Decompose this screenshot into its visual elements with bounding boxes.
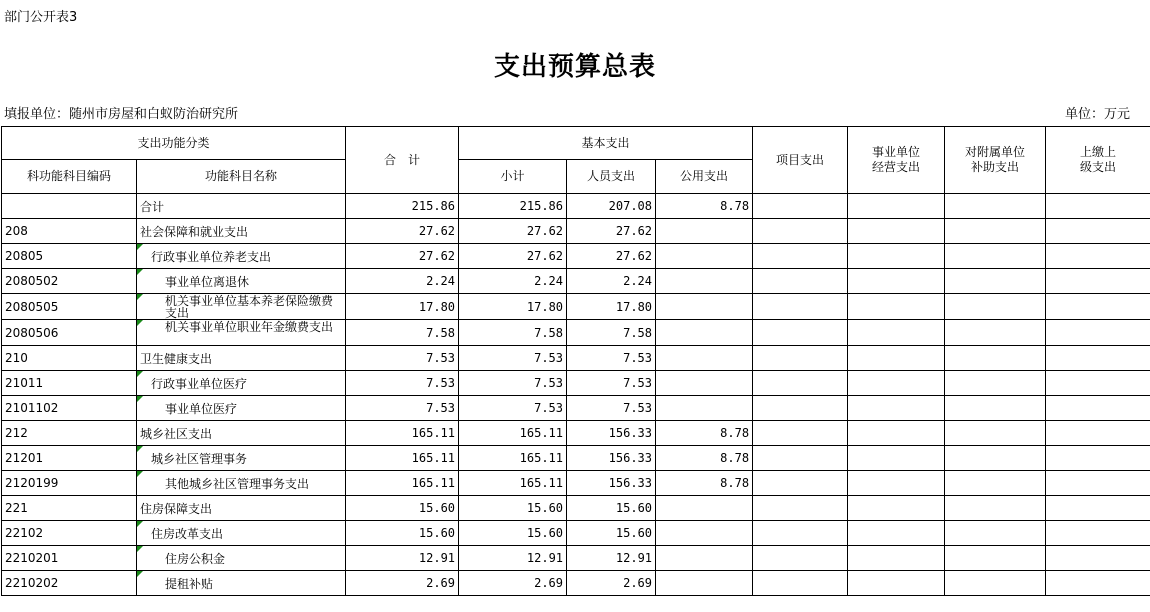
cell-subtotal: 7.53 [459, 346, 567, 371]
cell-code: 21201 [2, 446, 137, 471]
cell-enterprise [848, 496, 945, 521]
cell-code: 2101102 [2, 396, 137, 421]
cell-enterprise [848, 194, 945, 219]
cell-upper [1046, 244, 1150, 269]
cell-personnel: 15.60 [567, 496, 656, 521]
cell-affiliated [945, 219, 1046, 244]
cell-upper [1046, 194, 1150, 219]
cell-personnel: 7.53 [567, 371, 656, 396]
cell-personnel: 27.62 [567, 219, 656, 244]
cell-public [656, 294, 753, 320]
table-row [2, 546, 1150, 571]
table-row [2, 496, 1150, 521]
cell-total: 7.53 [346, 371, 459, 396]
table-row [2, 294, 1150, 320]
cell-total: 215.86 [346, 194, 459, 219]
table-row [2, 471, 1150, 496]
cell-name: 机关事业单位职业年金缴费支出 [137, 320, 346, 346]
cell-enterprise [848, 471, 945, 496]
cell-affiliated [945, 320, 1046, 346]
cell-subtotal: 7.53 [459, 396, 567, 421]
cell-name: 住房改革支出 [137, 521, 346, 546]
table-row [2, 446, 1150, 471]
cell-enterprise [848, 320, 945, 346]
cell-code: 22102 [2, 521, 137, 546]
cell-affiliated [945, 471, 1046, 496]
cell-upper [1046, 521, 1150, 546]
cell-personnel: 156.33 [567, 471, 656, 496]
cell-project [753, 521, 848, 546]
table-row [2, 371, 1150, 396]
header-subtotal: 小计 [459, 160, 567, 194]
cell-code: 2210202 [2, 571, 137, 596]
cell-personnel: 17.80 [567, 294, 656, 320]
cell-code: 2080505 [2, 294, 137, 320]
table-row [2, 194, 1150, 219]
header-code: 科功能科目编码 [2, 160, 137, 194]
cell-public [656, 496, 753, 521]
cell-public [656, 346, 753, 371]
cell-total: 7.53 [346, 346, 459, 371]
cell-personnel: 2.24 [567, 269, 656, 294]
cell-enterprise [848, 244, 945, 269]
cell-code: 210 [2, 346, 137, 371]
cell-personnel: 207.08 [567, 194, 656, 219]
cell-subtotal: 27.62 [459, 219, 567, 244]
header-upper: 上缴上 级支出 [1046, 127, 1150, 194]
header-enterprise: 事业单位 经营支出 [848, 127, 945, 194]
cell-name: 行政事业单位养老支出 [137, 244, 346, 269]
cell-enterprise [848, 371, 945, 396]
cell-total: 165.11 [346, 421, 459, 446]
cell-personnel: 7.53 [567, 396, 656, 421]
cell-name: 城乡社区管理事务 [137, 446, 346, 471]
cell-name: 事业单位医疗 [137, 396, 346, 421]
cell-personnel: 7.58 [567, 320, 656, 346]
cell-personnel: 15.60 [567, 521, 656, 546]
cell-upper [1046, 294, 1150, 320]
cell-subtotal: 12.91 [459, 546, 567, 571]
cell-upper [1046, 219, 1150, 244]
cell-total: 17.80 [346, 294, 459, 320]
cell-upper [1046, 496, 1150, 521]
cell-project [753, 244, 848, 269]
cell-enterprise [848, 294, 945, 320]
cell-total: 2.24 [346, 269, 459, 294]
cell-subtotal: 15.60 [459, 496, 567, 521]
cell-total: 7.53 [346, 396, 459, 421]
cell-name: 行政事业单位医疗 [137, 371, 346, 396]
cell-upper [1046, 320, 1150, 346]
currency-unit: 单位：万元 [1064, 107, 1130, 122]
cell-personnel: 156.33 [567, 421, 656, 446]
cell-name: 社会保障和就业支出 [137, 219, 346, 244]
cell-name: 其他城乡社区管理事务支出 [137, 471, 346, 496]
cell-affiliated [945, 194, 1046, 219]
cell-upper [1046, 471, 1150, 496]
cell-name: 住房保障支出 [137, 496, 346, 521]
cell-public [656, 269, 753, 294]
cell-project [753, 446, 848, 471]
header-public: 公用支出 [656, 160, 753, 194]
table-row [2, 320, 1150, 346]
cell-code: 221 [2, 496, 137, 521]
cell-total: 12.91 [346, 546, 459, 571]
header-project: 项目支出 [753, 127, 848, 194]
cell-code: 21011 [2, 371, 137, 396]
cell-total: 15.60 [346, 521, 459, 546]
cell-subtotal: 2.69 [459, 571, 567, 596]
cell-affiliated [945, 421, 1046, 446]
cell-subtotal: 215.86 [459, 194, 567, 219]
cell-code: 2080506 [2, 320, 137, 346]
cell-enterprise [848, 346, 945, 371]
cell-affiliated [945, 244, 1046, 269]
cell-affiliated [945, 571, 1046, 596]
cell-upper [1046, 346, 1150, 371]
cell-public: 8.78 [656, 446, 753, 471]
table-row [2, 421, 1150, 446]
table-row [2, 571, 1150, 596]
cell-project [753, 320, 848, 346]
cell-total: 2.69 [346, 571, 459, 596]
cell-code: 2210201 [2, 546, 137, 571]
cell-project [753, 571, 848, 596]
header-basic: 基本支出 [459, 127, 753, 160]
cell-total: 27.62 [346, 219, 459, 244]
cell-personnel: 156.33 [567, 446, 656, 471]
cell-public [656, 371, 753, 396]
cell-code: 2120199 [2, 471, 137, 496]
cell-affiliated [945, 346, 1046, 371]
header-affiliated: 对附属单位 补助支出 [945, 127, 1046, 194]
cell-affiliated [945, 294, 1046, 320]
cell-public [656, 396, 753, 421]
header-func-class: 支出功能分类 [2, 127, 346, 160]
cell-project [753, 346, 848, 371]
cell-name: 机关事业单位基本养老保险缴费支出 [137, 294, 346, 320]
cell-code: 20805 [2, 244, 137, 269]
cell-enterprise [848, 219, 945, 244]
cell-personnel: 7.53 [567, 346, 656, 371]
cell-code: 212 [2, 421, 137, 446]
cell-affiliated [945, 446, 1046, 471]
cell-affiliated [945, 396, 1046, 421]
cell-name: 事业单位离退休 [137, 269, 346, 294]
cell-code: 208 [2, 219, 137, 244]
cell-enterprise [848, 396, 945, 421]
table-row [2, 396, 1150, 421]
reporting-unit: 填报单位：随州市房屋和白蚁防治研究所 [4, 107, 239, 122]
cell-subtotal: 165.11 [459, 421, 567, 446]
cell-project [753, 194, 848, 219]
cell-enterprise [848, 269, 945, 294]
cell-upper [1046, 446, 1150, 471]
cell-name: 城乡社区支出 [137, 421, 346, 446]
cell-upper [1046, 546, 1150, 571]
cell-code: 2080502 [2, 269, 137, 294]
cell-upper [1046, 571, 1150, 596]
cell-subtotal: 165.11 [459, 471, 567, 496]
page-title: 支出预算总表 [493, 52, 656, 82]
cell-total: 7.58 [346, 320, 459, 346]
header-total: 合 计 [346, 127, 459, 194]
cell-enterprise [848, 521, 945, 546]
cell-public [656, 219, 753, 244]
cell-enterprise [848, 421, 945, 446]
table-row [2, 521, 1150, 546]
cell-upper [1046, 396, 1150, 421]
cell-project [753, 546, 848, 571]
cell-code [2, 194, 137, 219]
table-row [2, 244, 1150, 269]
cell-personnel: 12.91 [567, 546, 656, 571]
cell-subtotal: 15.60 [459, 521, 567, 546]
cell-name: 住房公积金 [137, 546, 346, 571]
cell-project [753, 371, 848, 396]
cell-enterprise [848, 546, 945, 571]
cell-name: 合计 [137, 194, 346, 219]
cell-public: 8.78 [656, 471, 753, 496]
cell-project [753, 396, 848, 421]
cell-project [753, 496, 848, 521]
cell-name: 提租补贴 [137, 571, 346, 596]
header-name: 功能科目名称 [137, 160, 346, 194]
cell-public [656, 320, 753, 346]
cell-project [753, 421, 848, 446]
cell-affiliated [945, 371, 1046, 396]
cell-upper [1046, 269, 1150, 294]
cell-subtotal: 165.11 [459, 446, 567, 471]
cell-enterprise [848, 571, 945, 596]
cell-public: 8.78 [656, 421, 753, 446]
cell-project [753, 219, 848, 244]
cell-public [656, 546, 753, 571]
cell-project [753, 294, 848, 320]
cell-public: 8.78 [656, 194, 753, 219]
cell-total: 165.11 [346, 446, 459, 471]
cell-personnel: 2.69 [567, 571, 656, 596]
cell-total: 27.62 [346, 244, 459, 269]
cell-upper [1046, 371, 1150, 396]
cell-project [753, 269, 848, 294]
table-row [2, 269, 1150, 294]
table-row [2, 346, 1150, 371]
cell-affiliated [945, 496, 1046, 521]
cell-affiliated [945, 521, 1046, 546]
cell-public [656, 244, 753, 269]
cell-name: 卫生健康支出 [137, 346, 346, 371]
cell-public [656, 521, 753, 546]
cell-total: 15.60 [346, 496, 459, 521]
cell-subtotal: 7.58 [459, 320, 567, 346]
cell-upper [1046, 421, 1150, 446]
cell-public [656, 571, 753, 596]
cell-subtotal: 7.53 [459, 371, 567, 396]
cell-affiliated [945, 546, 1046, 571]
budget-table [1, 126, 1150, 596]
cell-personnel: 27.62 [567, 244, 656, 269]
cell-subtotal: 2.24 [459, 269, 567, 294]
cell-subtotal: 27.62 [459, 244, 567, 269]
header-personnel: 人员支出 [567, 160, 656, 194]
table-row [2, 219, 1150, 244]
cell-enterprise [848, 446, 945, 471]
cell-project [753, 471, 848, 496]
cell-affiliated [945, 269, 1046, 294]
table-number-label: 部门公开表3 [4, 10, 78, 25]
cell-subtotal: 17.80 [459, 294, 567, 320]
cell-total: 165.11 [346, 471, 459, 496]
